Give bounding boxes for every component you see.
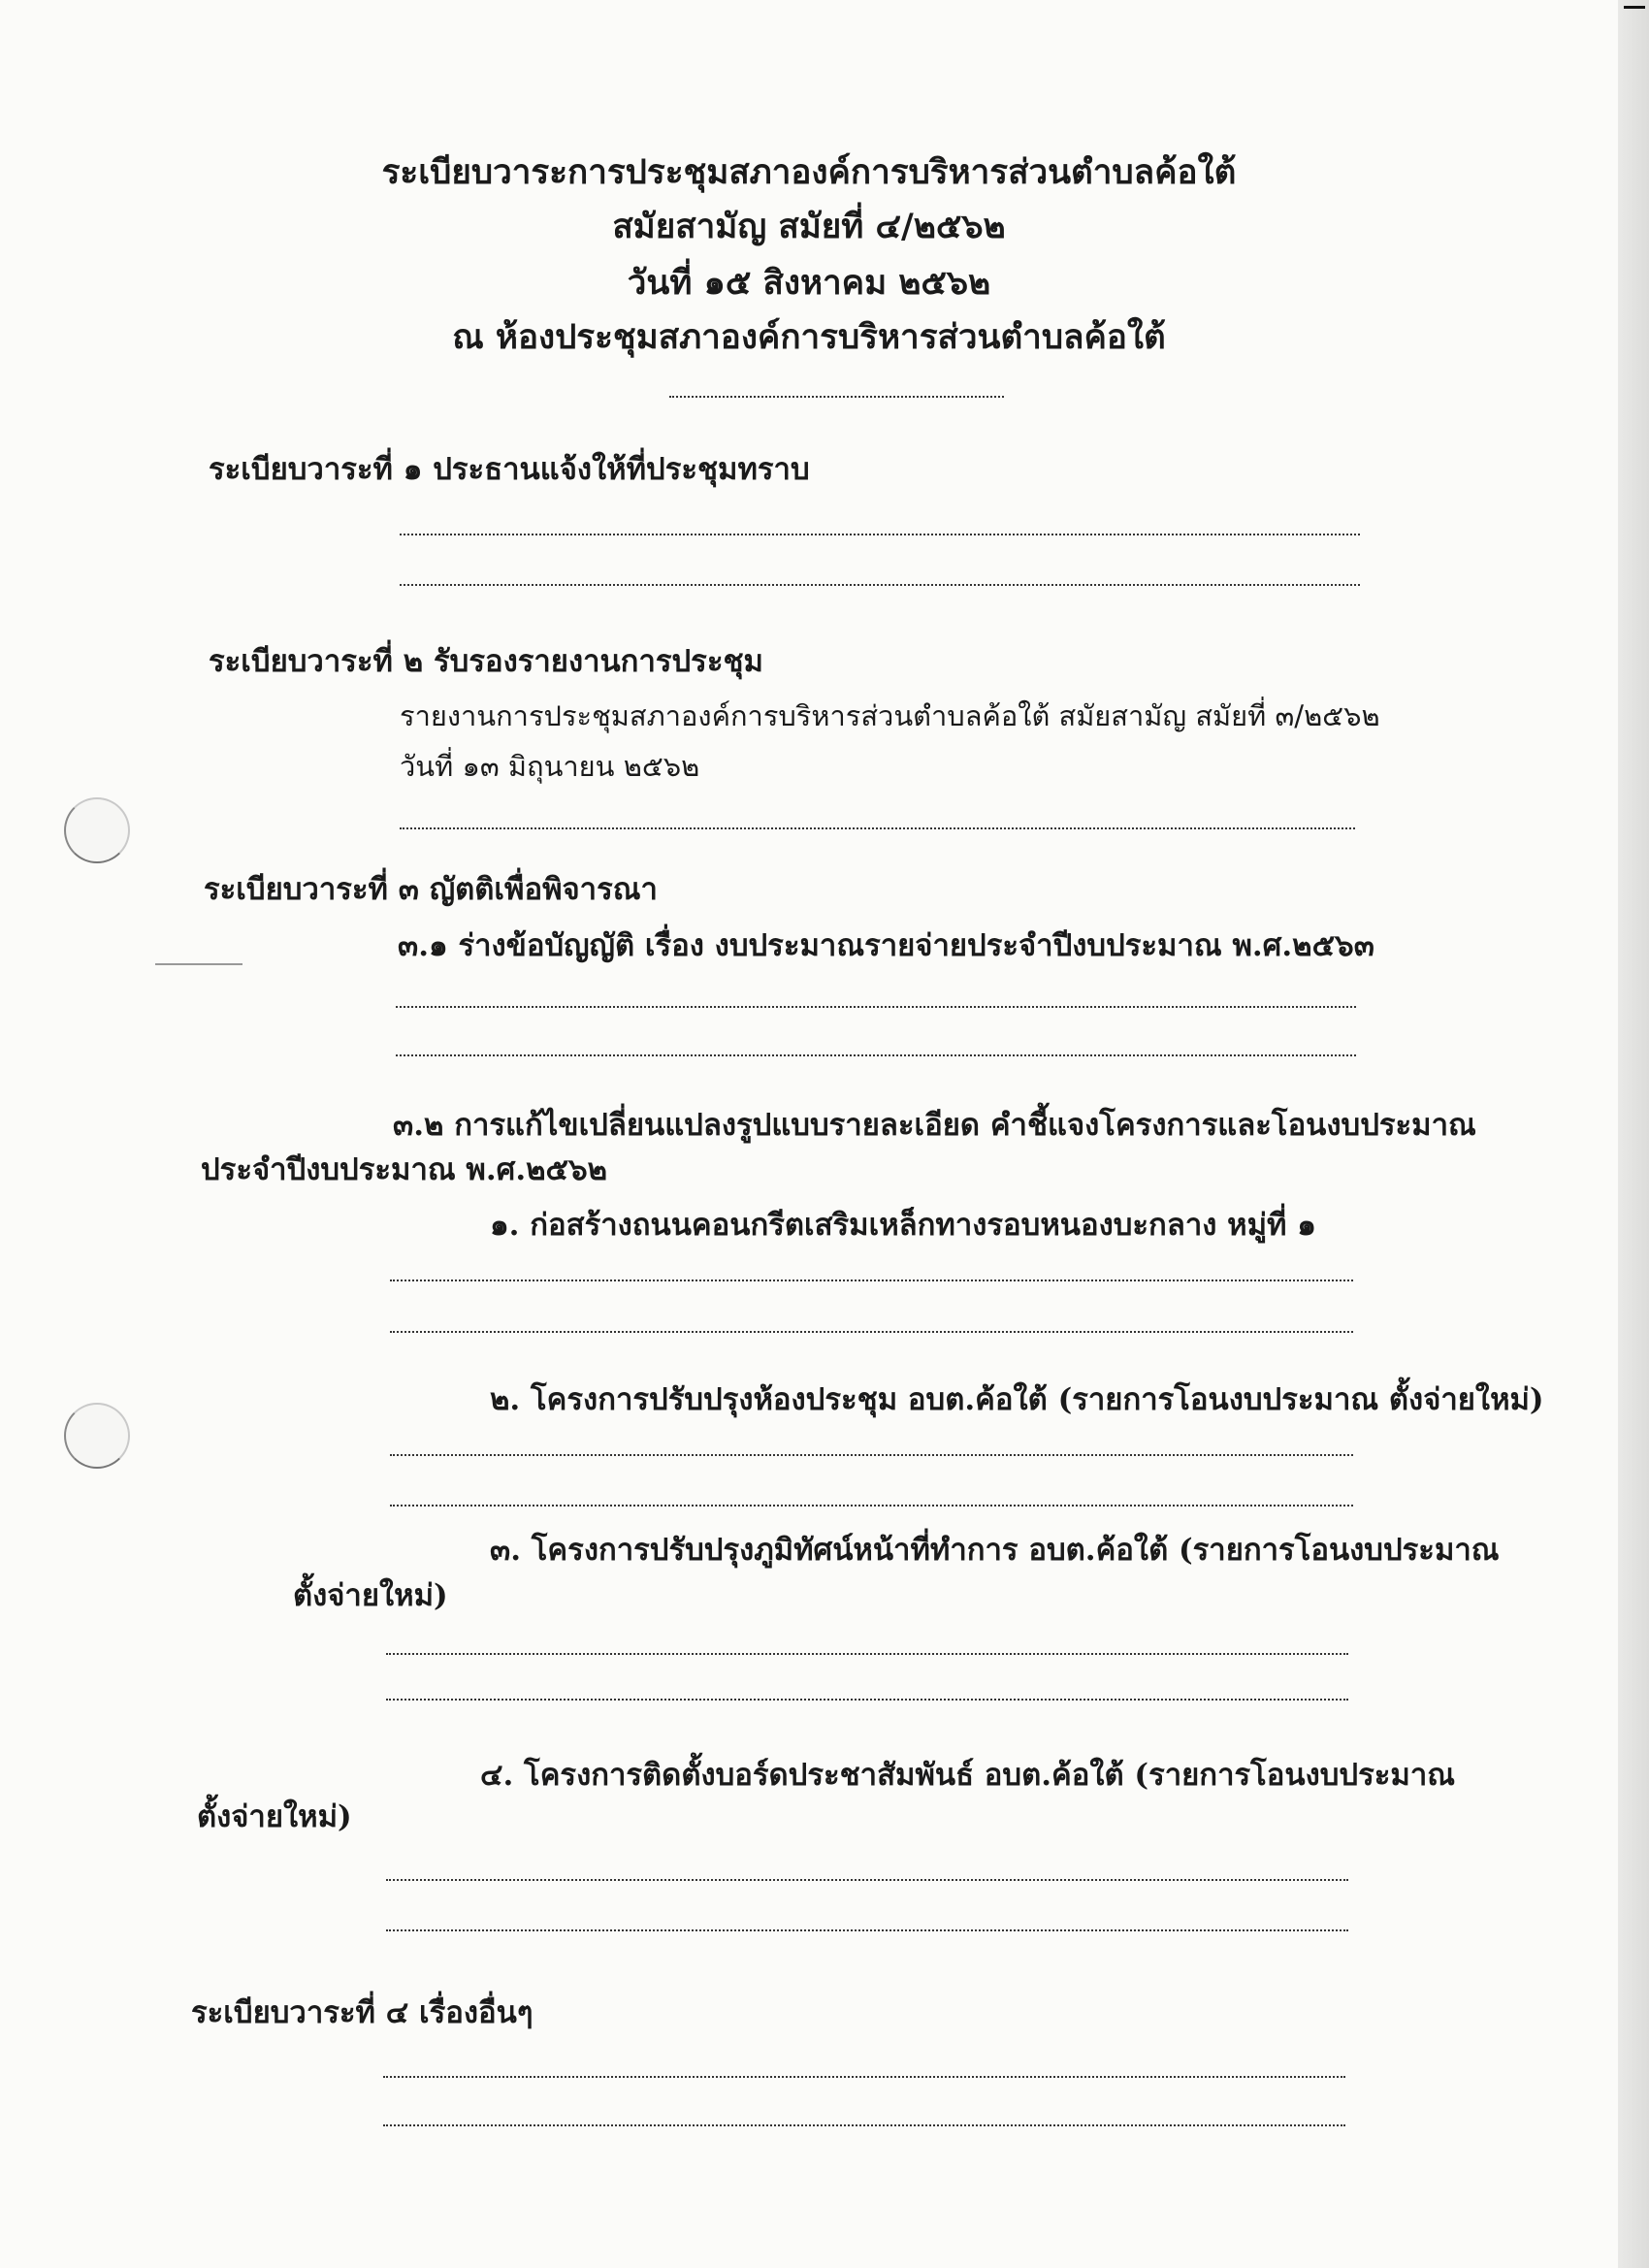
- blank-line: [390, 1331, 1353, 1333]
- item-3-2-sub-4-line1: ๔. โครงการติดตั้งบอร์ดประชาสัมพันธ์ อบต.ค้อใต้ (รายการโอนงบประมาณ: [480, 1758, 1455, 1793]
- item-3-2-sub-3-line1: ๓. โครงการปรับปรุงภูมิทัศน์หน้าที่ทำการ อบต.ค้อใต้ (รายการโอนงบประมาณ: [490, 1533, 1500, 1568]
- blank-line: [390, 1280, 1353, 1281]
- blank-line: [400, 827, 1355, 829]
- blank-line: [386, 1879, 1348, 1881]
- agenda-2-detail: รายงานการประชุมสภาองค์การบริหารส่วนตำบลค้อใต้ สมัยสามัญ สมัยที่ ๓/๒๕๖๒: [400, 699, 1380, 732]
- punch-hole: [64, 1403, 130, 1469]
- item-3-2-sub-3-line2: ตั้งจ่ายใหม่): [293, 1578, 448, 1613]
- blank-line: [390, 1505, 1353, 1507]
- blank-line: [400, 584, 1360, 586]
- margin-mark: [155, 963, 242, 965]
- agenda-2-heading: ระเบียบวาระที่ ๒ รับรองรายงานการประชุม: [209, 644, 763, 679]
- item-3-2-line2: ประจำปีงบประมาณ พ.ศ.๒๕๖๒: [201, 1152, 608, 1187]
- blank-line: [383, 2076, 1345, 2078]
- blank-line: [396, 1054, 1356, 1056]
- blank-line: [400, 534, 1360, 535]
- item-3-2-sub-4-line2: ตั้งจ่ายใหม่): [197, 1799, 352, 1834]
- header-venue: ณ ห้องประชุมสภาองค์การบริหารส่วนตำบลค้อใต้: [452, 317, 1166, 357]
- item-3-2-line1: ๓.๒ การแก้ไขเปลี่ยนแปลงรูปแบบรายละเอียด คำชี้แจงโครงการและโอนงบประมาณ: [393, 1108, 1476, 1143]
- item-3-1: ๓.๑ ร่างข้อบัญญัติ เรื่อง งบประมาณรายจ่ายประจำปีงบประมาณ พ.ศ.๒๕๖๓: [398, 928, 1374, 963]
- header-date: วันที่ ๑๕ สิงหาคม ๒๕๖๒: [627, 263, 991, 303]
- item-3-2-sub-2: ๒. โครงการปรับปรุงห้องประชุม อบต.ค้อใต้ (รายการโอนงบประมาณ ตั้งจ่ายใหม่): [490, 1382, 1544, 1417]
- agenda-3-heading: ระเบียบวาระที่ ๓ ญัตติเพื่อพิจารณา: [204, 872, 658, 907]
- punch-hole: [64, 797, 130, 863]
- header-session: สมัยสามัญ สมัยที่ ๔/๒๕๖๒: [612, 207, 1006, 246]
- agenda-1-heading: ระเบียบวาระที่ ๑ ประธานแจ้งให้ที่ประชุมทราบ: [209, 452, 810, 487]
- blank-line: [386, 1929, 1348, 1931]
- header-divider: [669, 396, 1004, 398]
- header-title: ระเบียบวาระการประชุมสภาองค์การบริหารส่วนตำบลค้อใต้: [381, 152, 1237, 192]
- item-3-2-sub-1: ๑. ก่อสร้างถนนคอนกรีตเสริมเหล็กทางรอบหนองบะกลาง หมู่ที่ ๑: [490, 1208, 1316, 1243]
- agenda-4-heading: ระเบียบวาระที่ ๔ เรื่องอื่นๆ: [191, 1995, 534, 2030]
- agenda-2-date: วันที่ ๑๓ มิถุนายน ๒๕๖๒: [400, 750, 700, 783]
- blank-line: [386, 1653, 1348, 1655]
- blank-line: [396, 1006, 1356, 1008]
- scan-edge: [1618, 0, 1649, 2268]
- blank-line: [386, 1699, 1348, 1701]
- blank-line: [390, 1454, 1353, 1456]
- corner-mark: [1624, 6, 1645, 9]
- blank-line: [383, 2124, 1345, 2126]
